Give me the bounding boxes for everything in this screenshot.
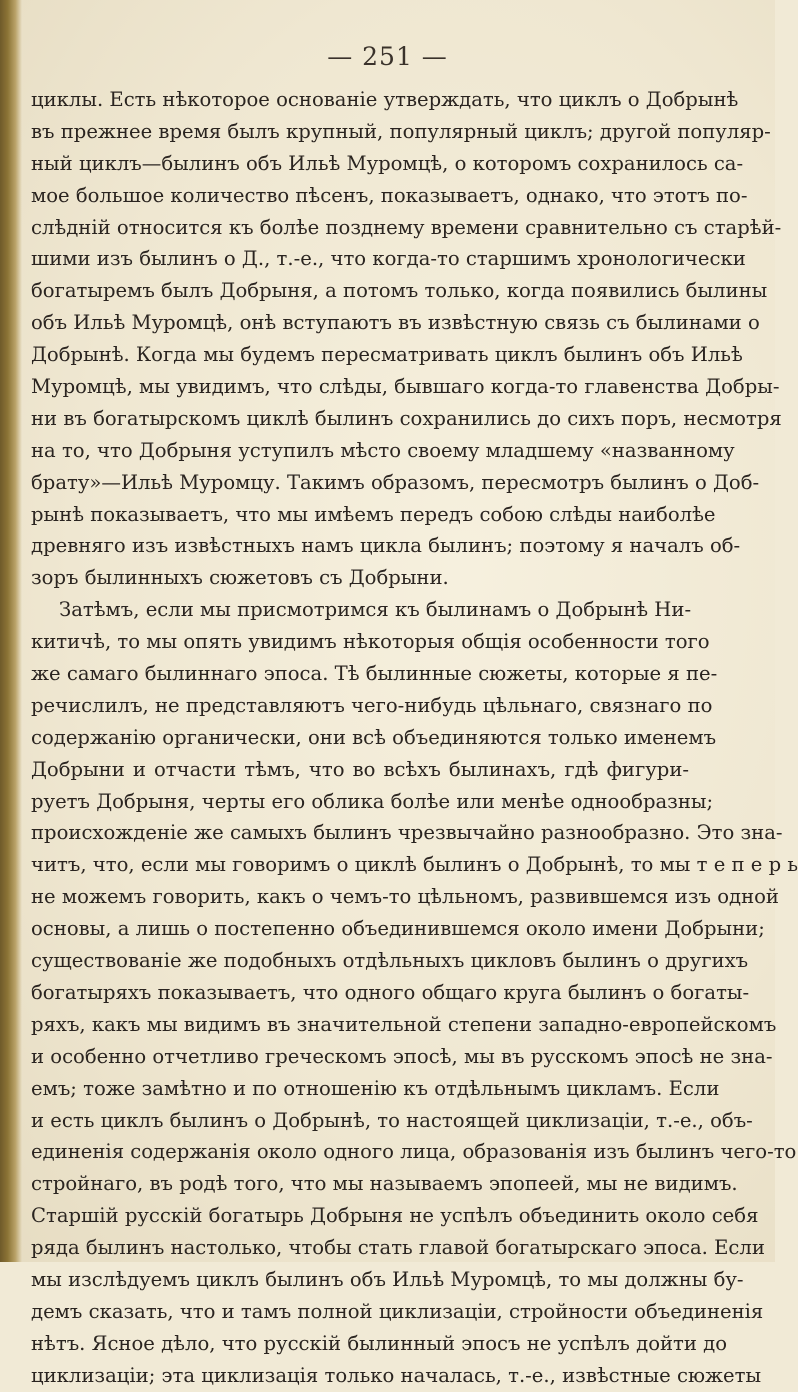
text-line: Старшій русскій богатырь Добрыня не успѣлъ объединить около себя [31, 1204, 759, 1228]
text-line: Добрынѣ. Когда мы будемъ пересматривать циклъ былинъ объ Ильѣ [31, 343, 743, 367]
text-line: происхожденіе же самыхъ былинъ чрезвычайно разнообразно. Это зна- [31, 821, 783, 845]
text-line: брату»—Ильѣ Муромцу. Такимъ образомъ, пересмотръ былинъ о Доб- [31, 470, 760, 494]
text-line: мы изслѣдуемъ циклъ былинъ объ Ильѣ Муромцѣ, то мы должны бу- [31, 1267, 744, 1291]
text-line: руетъ Добрыня, черты его облика болѣе или менѣе однообразны; [31, 789, 714, 813]
text-line: же самаго былиннаго эпоса. Тѣ былинные сюжеты, которые я пе- [31, 662, 718, 686]
text-line: объ Ильѣ Муромцѣ, онѣ вступаютъ въ извѣстную связь съ былинами о [31, 311, 760, 335]
text-line: ряда былинъ настолько, чтобы стать главой богатырскаго эпоса. Если [31, 1236, 765, 1260]
text-line: китичѣ, то мы опять увидимъ нѣкоторыя общія особенности того [31, 630, 710, 654]
text-line: основы, а лишь о постепенно объединившемся около имени Добрыни; [31, 917, 765, 941]
text-line: нѣтъ. Ясное дѣло, что русскій былинный эпосъ не успѣлъ дойти до [31, 1331, 728, 1355]
text-line: единенія содержанія около одного лица, образованія изъ былинъ чего-то [31, 1140, 797, 1164]
text-line: емъ; тоже замѣтно и по отношенію къ отдѣльнымъ цикламъ. Если [31, 1076, 720, 1100]
text-line: и есть циклъ былинъ о Добрынѣ, то настоящей циклизаціи, т.-е., объ- [31, 1108, 753, 1132]
text-line: рынѣ показываетъ, что мы имѣемъ передъ собою слѣды наиболѣе [31, 502, 716, 526]
text-line: въ прежнее время былъ крупный, популярный циклъ; другой популяр- [31, 119, 771, 143]
text-line: содержанію органически, они всѣ объединяются только именемъ [31, 725, 717, 749]
text-line: демъ сказать, что и тамъ полной циклизаціи, стройности объединенія [31, 1299, 764, 1323]
text-line: стройнаго, въ родѣ того, что мы называемъ эпопеей, мы не видимъ. [31, 1172, 738, 1196]
text-line: ни въ богатырскомъ циклѣ былинъ сохранились до сихъ поръ, несмотря [31, 406, 782, 430]
text-line: ряхъ, какъ мы видимъ въ значительной степени западно-европейскомъ [31, 1012, 777, 1036]
text-line: циклизаціи; эта циклизація только началась, т.-е., извѣстные сюжеты [31, 1363, 762, 1387]
text-line: слѣдній относится къ болѣе позднему времени сравнительно съ старѣй- [31, 215, 782, 239]
text-line: не можемъ говорить, какъ о чемъ-то цѣльномъ, развившемся изъ одной [31, 885, 779, 909]
text-line: циклы. Есть нѣкоторое основаніе утверждать, что циклъ о Добрынѣ [31, 88, 739, 111]
text-line: существованіе же подобныхъ отдѣльныхъ цикловъ былинъ о другихъ [31, 949, 749, 973]
text-line: речислилъ, не представляютъ чего-нибудь цѣльнаго, связнаго по [31, 693, 713, 717]
book-binding-edge [0, 0, 22, 1262]
text-line: и особенно отчетливо греческомъ эпосѣ, мы въ русскомъ эпосѣ не зна- [31, 1044, 773, 1068]
text-line: ный циклъ—былинъ объ Ильѣ Муромцѣ, о которомъ сохранилось са- [31, 151, 744, 175]
body-text [31, 84, 798, 1392]
text-line-paragraph-end: зоръ былинныхъ сюжетовъ съ Добрыни. [31, 566, 449, 590]
text-line: богатыремъ былъ Добрыня, а потомъ только, когда появились былины [31, 279, 768, 303]
text-line: богатыряхъ показываетъ, что одного общаго круга былинъ о богаты- [31, 980, 750, 1004]
text-line: древняго изъ извѣстныхъ намъ цикла былинъ; поэтому я началъ об- [31, 534, 741, 558]
text-line: шими изъ былинъ о Д., т.-е., что когда-то старшимъ хронологически [31, 247, 746, 271]
text-line: читъ, что, если мы говоримъ о циклѣ былинъ о Добрынѣ, то мы т е п е р ь [31, 853, 798, 877]
text-line-paragraph-start: Затѣмъ, если мы присмотримся къ былинамъ о Добрынѣ Ни- [59, 598, 692, 622]
page-number: — 251 — [327, 42, 448, 71]
text-line: мое большое количество пѣсенъ, показываетъ, однако, что этотъ по- [31, 183, 748, 207]
text-line: на то, что Добрыня уступилъ мѣсто своему младшему «названному [31, 438, 735, 462]
text-line: Муромцѣ, мы увидимъ, что слѣды, бывшаго когда-то главенства Добры- [31, 375, 780, 399]
text-line: Добрыни и отчасти тѣмъ, что во всѣхъ былинахъ, гдѣ фигури- [31, 757, 689, 781]
